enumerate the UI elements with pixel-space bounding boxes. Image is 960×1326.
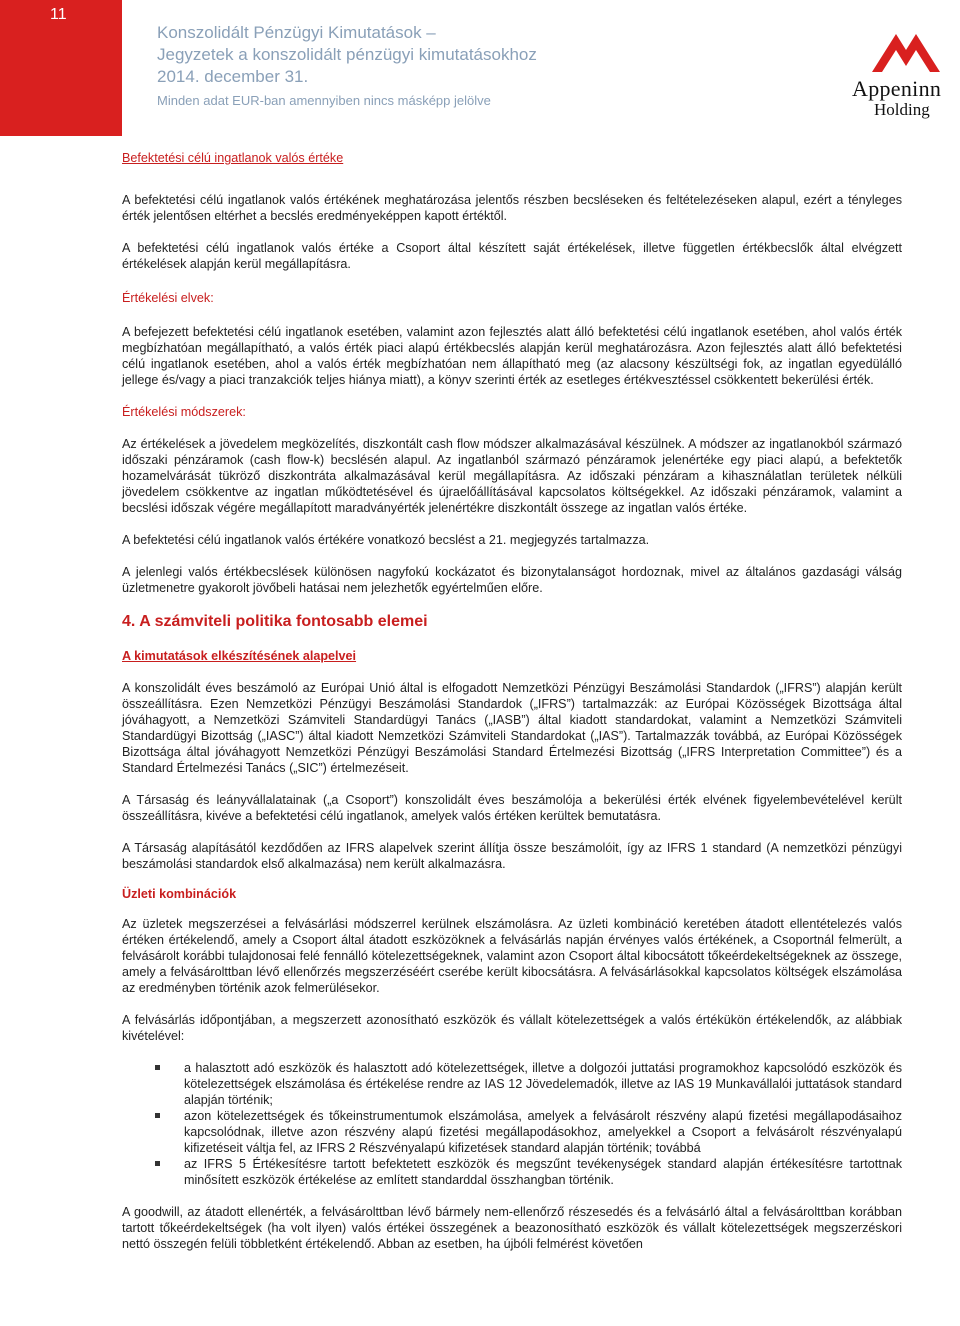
bullet-square-icon: [155, 1113, 160, 1118]
subsection-heading: A kimutatások elkészítésének alapelvei: [122, 649, 357, 663]
document-header: [157, 22, 537, 112]
subsection-heading: Üzleti kombinációk: [122, 887, 237, 901]
page-number: 11: [50, 6, 67, 23]
paragraph: A Társaság alapításától kezdődően az IFRS alapelvek szerint állítja össze beszámolóit, így az IFRS 1 standard (A nemzetközi pénzügyi beszámolási standardok első alkalmazása) nem került alkalmazásra.: [122, 841, 902, 871]
paragraph: Az értékelések a jövedelem megközelítés, diszkontált cash flow módszer alkalmazásával készülnek. A módszer az ingatlanokból származó időszaki pénzáramok (cash flow-k) becslésén alapul. Az ingatlanból származó pénzáramok jelenértéke egy piaci alapú, a befektetők hozamelvárását tükröző diszkontráta alkalmazásával kerül megállapításra. Az időszaki pénzáram a kihasználatlan területek nélküli jövedelem csökkentve az ingatlan működtetésével és újraelőállításával kapcsolatos költségekkel. Az időszaki pénzáramok, valamint a becslési időszak végére megállapított maradványérték jelenértékre diszkontált összege az ingatlan valós értéke.: [122, 437, 902, 515]
paragraph: A goodwill, az átadott ellenérték, a felvásárolttban lévő bármely nem-ellenőrző részesedés és a felvásárló által a felvásárolttban korábban tartott tőkeérdekeltségek (ha volt ilyen) valós értékei összegének a beazonosítható eszközök és vállalt kötelezettségek megszerzéskori nettó összegén felüli többletként értékelendő. Abban az esetben, ha újbóli felmérést követően: [122, 1205, 902, 1251]
paragraph: A felvásárlás időpontjában, a megszerzett azonosítható eszközök és vállalt kötelezettségek a valós értékükön értékelendők, az alábbiak kivételével:: [122, 1013, 902, 1043]
section-heading: Értékelési elvek:: [122, 291, 214, 305]
appeninn-logo: [848, 28, 958, 123]
list-item: a halasztott adó eszközök és halasztott adó kötelezettségek, illetve a dolgozói juttatási programokhoz kapcsolódó eszközök és kötelezettségek elszámolása és értékelése rendre az IAS 12 Jövedelemadók, illetve az IAS 19 Munkavállalói juttatások standard alapján történik;: [122, 1060, 902, 1108]
bullet-list: [122, 1060, 902, 1188]
bullet-square-icon: [155, 1161, 160, 1166]
paragraph: A befektetési célú ingatlanok valós értékére vonatkozó becslést a 21. megjegyzés tartalmazza.: [122, 533, 650, 547]
header-note: Minden adat EUR-ban amennyiben nincs másképp jelölve: [157, 93, 491, 108]
list-item: az IFRS 5 Értékesítésre tartott befektetett eszközök és megszűnt tevékenységek standard alapján értékesítésre tartottnak minősített eszközök értékelése az említett standarddal összhangban történik.: [122, 1156, 902, 1188]
paragraph: A jelenlegi valós értékbecslések különösen nagyfokú kockázatot és bizonytalanságot hordoznak, mivel az általános gazdasági válság üzletmenetre gyakorolt jövőbeli hatásai nem jelezhetők egyértelműen előre.: [122, 565, 902, 595]
section-heading: Értékelési módszerek:: [122, 405, 246, 419]
chapter-heading: 4. A számviteli politika fontosabb elemei: [122, 613, 428, 630]
main-content: [122, 150, 902, 1252]
list-item: azon kötelezettségek és tőkeinstrumentumok elszámolása, amelyek a felvásárolt részvény alapú fizetési megállapodásaihoz kapcsolódnak, illetve azon részvény alapú fizetési megállapodásokhoz, amelyekkel a Csoport a felvásárolt részvényalapú kifizetéseit váltja fel, az IFRS 2 Részvényalapú kifizetések standard alapján történik; továbbá: [122, 1108, 902, 1156]
paragraph: A befektetési célú ingatlanok valós értéke a Csoport által készített saját értékelések, illetve független értékbecslők által elvégzett értékelések alapján kerül megállapításra.: [122, 241, 902, 271]
header-subtitle: Jegyzetek a konszolidált pénzügyi kimutatásokhoz: [157, 45, 537, 64]
mountain-logo-icon: [872, 28, 942, 74]
page-number-box: [0, 0, 122, 136]
paragraph: A konszolidált éves beszámoló az Európai Unió által is elfogadott Nemzetközi Pénzügyi Beszámolási Standardok („IFRS”) alapján került összeállításra. Ezen Nemzetközi Pénzügyi Beszámolási Standardok („IFRS”) tartalmazzák: az Európai Közösségek Bizottsága által jóváhagyott, a Nemzetközi Számviteli Standardügyi Tanács („IASB”) által kiadott standardokat, valamint a Nemzetközi Számviteli Standardügyi Bizottság („IASC”) által kiadott Nemzetközi Számviteli Standardokat („IAS”). Tartalmazzák továbbá, az Európai Közösségek Bizottsága által jóváhagyott Nemzetközi Pénzügyi Beszámolási Standard Értelmezési Bizottság („IFRS Interpretation Committee”) és a Standard Értelmezési Tanács („SIC”) értelmezéseit.: [122, 681, 902, 775]
paragraph: Az üzletek megszerzései a felvásárlási módszerrel kerülnek elszámolásra. Az üzleti kombináció keretében átadott ellentételezés valós értéken értékelendő, amely a Csoport által átadott eszközöknek a felvásárlás napján érvényes valós értékének, a Csoportnál felmerült, a felvásárolt korábbi tulajdonosai felé fennálló kötelezettségeknek, valamint azon Csoport által kibocsátott tőkeérdekeltségeknek az összege, amely a felvásárolttban lévő ellenőrzés megszerzéséért cserébe került kibocsátásra. A felvásárlásokkal kapcsolatos költségek elszámolása az eredményben történik azok felmerülésekor.: [122, 917, 902, 995]
paragraph: A befektetési célú ingatlanok valós értékének meghatározása jelentős részben becsléseken és feltételezéseken alapul, ezért a tényleges érték jelentősen eltérhet a becslés eredményeképpen kapott értéktől.: [122, 193, 902, 223]
section-heading: Befektetési célú ingatlanok valós értéke: [122, 151, 344, 165]
logo-word-appeninn: Appeninn: [852, 76, 942, 101]
paragraph: A befejezett befektetési célú ingatlanok esetében, valamint azon fejlesztés alatt álló befektetési célú ingatlanok esetében, ahol valós érték megbízhatóan megállapítható, a valós érték piaci alapú értékbecslés alapján kerül meghatározásra. Azon fejlesztés alatt álló befektetési célú ingatlanok esetében, ahol a valós érték megbízhatóan nem állapítható meg (az alacsony készültségi fok, az ingatlan egyedülálló jellege és/vagy a piaci tranzakciók teljes hiánya miatt), a könyv szerinti érték az esetleges értékvesztéssel csökkentett bekerülési érték.: [122, 325, 902, 387]
header-date: 2014. december 31.: [157, 67, 309, 86]
bullet-square-icon: [155, 1065, 160, 1070]
paragraph: A Társaság és leányvállalatainak („a Csoport”) konszolidált éves beszámolója a bekerülési érték elvének figyelembevételével került összeállításra, kivéve a befektetési célú ingatlanok, amelyek valós értéken kerültek bemutatásra.: [122, 793, 902, 823]
header-title: Konszolidált Pénzügyi Kimutatások –: [157, 23, 436, 42]
logo-word-holding: Holding: [874, 100, 930, 119]
